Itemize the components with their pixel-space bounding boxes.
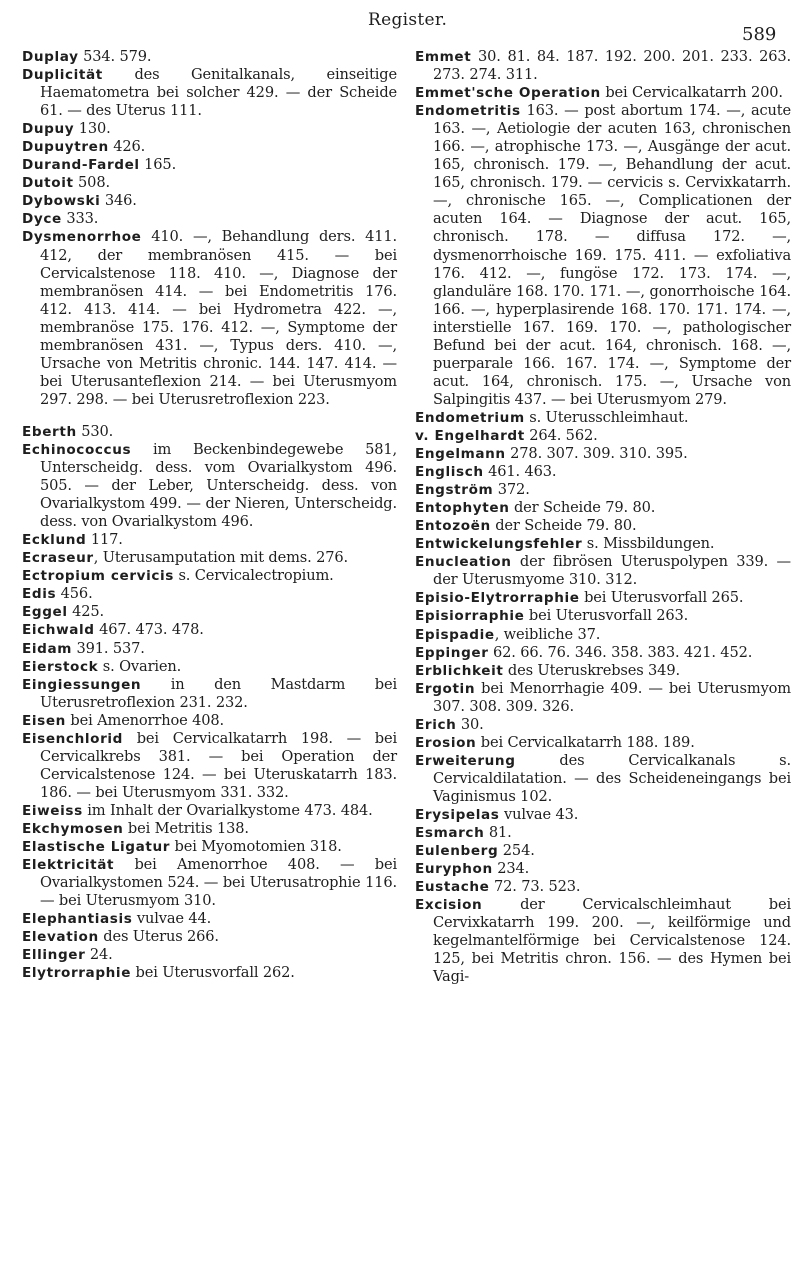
index-references: 346. <box>100 192 137 210</box>
index-entry <box>22 730 397 802</box>
index-entry <box>22 423 397 441</box>
index-references: 456. <box>56 585 93 603</box>
index-references: , Uterusamputation mit dems. 276. <box>93 549 349 567</box>
index-lemma: Ecklund <box>22 532 87 549</box>
index-references: s. Uterusschleimhaut. <box>524 408 689 426</box>
index-lemma: Entozoën <box>415 518 491 535</box>
index-lemma: Episio-Elytrorraphie <box>415 590 580 607</box>
index-references: s. Ovarien. <box>98 657 182 675</box>
index-entry <box>415 806 791 824</box>
index-lemma: Eisenchlorid <box>22 730 123 747</box>
index-references: , weibliche 37. <box>494 625 601 643</box>
index-entry <box>415 463 791 481</box>
index-lemma: Emmet <box>415 49 472 65</box>
index-entry <box>22 928 397 946</box>
index-references: 530. <box>76 422 114 440</box>
index-lemma: Euryphon <box>415 861 493 878</box>
index-entry <box>22 156 397 174</box>
index-entry <box>415 409 791 427</box>
running-title: Register. <box>368 10 448 30</box>
index-lemma: Englisch <box>415 464 484 481</box>
index-entry <box>415 680 791 716</box>
index-references: 130. <box>74 120 111 138</box>
index-entry <box>415 716 791 734</box>
index-lemma: Elephantiasis <box>22 911 133 928</box>
index-entry <box>415 48 791 84</box>
index-entry <box>415 84 791 102</box>
index-lemma: Eierstock <box>22 658 99 675</box>
index-references: der Cervicalschleimhaut bei Cervixkatarrh 199. 200. —, keilförmige und kegelmantelförmige bei Cervicalstenose 124. 125, bei Metritis chron. 156. — des Hymen bei Vagi- <box>433 896 791 986</box>
index-column-right <box>415 48 791 986</box>
index-lemma: Ecraseur <box>22 550 94 567</box>
index-lemma: Engström <box>415 482 494 499</box>
index-lemma: Episiorraphie <box>415 608 525 625</box>
index-entry <box>415 427 791 445</box>
index-lemma: Eidam <box>22 640 73 657</box>
index-entry <box>415 644 791 662</box>
index-lemma: Erich <box>415 716 457 733</box>
index-entry <box>22 712 397 730</box>
index-references: 467. 473. 478. <box>94 621 204 639</box>
index-references: im Inhalt der Ovarialkystome 473. 484. <box>82 801 373 819</box>
index-lemma: Elytrorraphie <box>22 965 132 982</box>
page-header <box>0 8 801 48</box>
index-references: in den Mastdarm bei Uterusretroflexion 231. 232. <box>40 675 397 711</box>
index-entry <box>22 567 397 585</box>
index-lemma: Durand-Fardel <box>22 157 140 174</box>
index-lemma: Ectropium cervicis <box>22 568 174 585</box>
index-entry <box>22 120 397 138</box>
index-references: 254. <box>498 842 535 860</box>
index-lemma: Endometritis <box>415 103 521 120</box>
index-entry <box>22 621 397 639</box>
index-lemma: Duplicität <box>22 67 103 84</box>
index-entry <box>22 802 397 820</box>
index-references: bei Uterusvorfall 265. <box>579 589 744 607</box>
index-lemma: Enucleation <box>415 554 512 571</box>
index-entry <box>415 878 791 896</box>
index-lemma: Ellinger <box>22 947 86 964</box>
index-entry <box>22 192 397 210</box>
index-references: 461. 463. <box>483 463 557 481</box>
index-entry <box>415 752 791 806</box>
index-references: bei Amenorrhoe 408. <box>65 711 224 729</box>
index-lemma: Dupuytren <box>22 139 109 156</box>
index-lemma: Epispadie <box>415 626 495 643</box>
index-lemma: Eulenberg <box>415 843 499 860</box>
index-entry <box>415 824 791 842</box>
index-references: 234. <box>492 860 530 878</box>
index-entry <box>415 535 791 553</box>
index-entry <box>415 626 791 644</box>
index-lemma: Emmet'sche Operation <box>415 85 601 102</box>
index-entry <box>22 174 397 192</box>
index-lemma: Dybowski <box>22 193 101 210</box>
index-entry <box>415 842 791 860</box>
index-references: 62. 66. 76. 346. 358. 383. 421. 452. <box>488 643 753 661</box>
index-references: der Scheide 79. 80. <box>509 499 656 517</box>
index-entry <box>22 640 397 658</box>
index-entry <box>415 481 791 499</box>
index-entry <box>22 549 397 567</box>
index-entry <box>415 734 791 752</box>
index-references: 24. <box>85 946 113 964</box>
index-references: 30. <box>456 715 484 733</box>
index-references: bei Cervicalkatarrh 188. 189. <box>476 733 695 751</box>
index-lemma: Eggel <box>22 604 68 621</box>
index-lemma: v. Engelhardt <box>415 427 525 444</box>
index-lemma: Edis <box>22 586 57 603</box>
index-references: 165. <box>139 156 177 174</box>
index-lemma: Ekchymosen <box>22 820 124 837</box>
index-lemma: Eiweiss <box>22 802 83 819</box>
index-references: 333. <box>61 210 99 228</box>
index-entry <box>22 48 397 66</box>
index-references: 163. — post abortum 174. —, acute 163. —, Aetiologie der acuten 163, chronischen 166. —, atrophische 173. —, Ausgänge der acut. 165, chronisch. 179. —, Behandlung der acut. 165, chronisch. 179. — cervicis s. Cervixkatarrh. —, chronische 165. —, Complicationen der acuten 164. — Diagnose der acut. 165, chronisch. 178. — diffusa 172. —, dysmenorrhoische 169. 175. 411. — exfoliativa 176. 412. —, fungöse 172. 173. 174. —, glanduläre 168. 170. 171. —, gonorrhoische 164. 166. —, hyperplasirende 168. 170. 171. 174. —, interstielle 167. 169. 170. —, pathologischer Befund bei der acut. 164, chronisch. 168. —, puerparale 166. 167. 174. —, Symptome der acut. 164, chronisch. 175. —, Ursache von Salpingitis 437. — bei Uterusmyom 279. <box>433 102 791 408</box>
index-references: 30. 81. 84. 187. 192. 200. 201. 233. 263. 273. 274. 311. <box>433 48 791 84</box>
index-references: 278. 307. 309. 310. 395. <box>505 445 688 463</box>
index-entry <box>415 589 791 607</box>
index-entry <box>22 658 397 676</box>
index-references: 264. 562. <box>524 426 598 444</box>
index-entry <box>22 441 397 531</box>
index-references: bei Uterusvorfall 262. <box>131 964 295 982</box>
index-entry <box>415 445 791 463</box>
index-references: 372. <box>493 481 530 499</box>
index-entry <box>415 517 791 535</box>
index-lemma: Entophyten <box>415 500 510 517</box>
index-lemma: Eppinger <box>415 644 489 661</box>
index-references: 508. <box>73 174 110 192</box>
index-references: bei Uterusvorfall 263. <box>524 607 689 625</box>
index-references: bei Myomotomien 318. <box>170 838 342 856</box>
index-entry <box>415 896 791 986</box>
index-entry <box>22 838 397 856</box>
index-entry <box>22 585 397 603</box>
index-lemma: Elevation <box>22 929 99 946</box>
index-lemma: Dutoit <box>22 175 74 192</box>
index-references: vulvae 43. <box>499 805 579 823</box>
index-entry <box>415 553 791 589</box>
index-references: 81. <box>484 824 512 842</box>
index-references: des Uteruskrebses 349. <box>503 661 680 679</box>
index-lemma: Erblichkeit <box>415 662 504 679</box>
index-references: bei Amenorrhoe 408. — bei Ovarialkystomen 524. — bei Uterusatrophie 116. — bei Uterusmyom 310. <box>40 856 397 910</box>
index-lemma: Dyce <box>22 211 62 228</box>
index-references: 117. <box>86 531 123 549</box>
index-references: 391. 537. <box>72 639 145 657</box>
index-lemma: Elastische Ligatur <box>22 839 171 856</box>
index-references: bei Metritis 138. <box>123 819 249 837</box>
index-lemma: Erysipelas <box>415 806 500 823</box>
index-entry <box>415 860 791 878</box>
page-number: 589 <box>742 24 777 45</box>
index-references: 425. <box>67 603 105 621</box>
index-column-left <box>22 48 397 982</box>
index-entry <box>22 676 397 712</box>
index-lemma: Dupuy <box>22 121 75 138</box>
index-entry <box>415 102 791 409</box>
index-references: im Beckenbindegewebe 581, Unterscheidg. dess. vom Ovarialkystom 496. 505. — der Leber, Unterscheidg. dess. von Ovarialkystom 499. — der Nieren, Unterscheidg. dess. von Ovarialkystom 496. <box>40 440 397 531</box>
index-references: s. Cervicalectropium. <box>173 567 334 585</box>
index-lemma: Echinococcus <box>22 441 132 458</box>
index-lemma: Engelmann <box>415 446 506 463</box>
index-references: vulvae 44. <box>132 910 212 928</box>
index-entry <box>22 531 397 549</box>
index-lemma: Endometrium <box>415 409 525 426</box>
index-references: s. Missbildungen. <box>582 535 715 553</box>
index-references: bei Menorrhagie 409. — bei Uterusmyom 307. 308. 309. 326. <box>433 679 791 715</box>
index-entry <box>22 820 397 838</box>
index-lemma: Duplay <box>22 49 79 65</box>
index-references: 426. <box>108 138 146 156</box>
index-references: des Uterus 266. <box>98 928 219 946</box>
index-lemma: Eustache <box>415 879 490 896</box>
index-lemma: Erweiterung <box>415 752 516 769</box>
index-references: 534. 579. <box>78 48 152 65</box>
index-lemma: Erosion <box>415 734 477 751</box>
index-references: des Genitalkanals, einseitige Haematometra bei solcher 429. — der Scheide 61. — des Uterus 111. <box>40 66 397 120</box>
index-entry <box>22 210 397 228</box>
index-lemma: Elektricität <box>22 857 115 874</box>
index-lemma: Eisen <box>22 712 66 729</box>
index-lemma: Eichwald <box>22 622 95 639</box>
index-entry <box>22 138 397 156</box>
index-entry <box>415 662 791 680</box>
index-entry <box>22 603 397 621</box>
index-entry <box>22 228 397 408</box>
index-entry <box>22 856 397 910</box>
index-entry <box>22 946 397 964</box>
index-lemma: Eberth <box>22 423 77 440</box>
index-lemma: Eingiessungen <box>22 676 142 693</box>
index-lemma: Entwickelungsfehler <box>415 536 583 553</box>
index-references: bei Cervicalkatarrh 200. <box>600 84 783 102</box>
index-references: 410. —, Behandlung ders. 411. 412, der membranösen 415. — bei Cervicalstenose 118. 410. —, Diagnose der membranösen 414. — bei Endometritis 176. 412. 413. 414. — bei Hydrometra 422. —, membranöse 175. 176. 412. —, Symptome der membranösen 431. —, Typus ders. 410. —, Ursache von Metritis chronic. 144. 147. 414. — bei Uterusanteflexion 214. — bei Uterusmyom 297. 298. — bei Uterusretroflexion 223. <box>40 228 397 408</box>
index-references: 72. 73. 523. <box>489 878 581 896</box>
index-references: des Cervicalkanals s. Cervicaldilatation. — des Scheideneingangs bei Vaginismus 102. <box>433 751 791 805</box>
index-references: der fibrösen Uteruspolypen 339. — der Uterusmyome 310. 312. <box>433 553 791 589</box>
index-entry <box>22 910 397 928</box>
index-entry <box>415 607 791 625</box>
index-entry <box>415 499 791 517</box>
index-lemma: Ergotin <box>415 680 476 697</box>
index-entry <box>22 66 397 120</box>
index-references: der Scheide 79. 80. <box>490 517 637 535</box>
index-lemma: Esmarch <box>415 825 485 842</box>
index-lemma: Dysmenorrhoe <box>22 229 142 246</box>
index-entry <box>22 964 397 982</box>
index-lemma: Excision <box>415 897 483 914</box>
index-references: bei Cervicalkatarrh 198. — bei Cervicalkrebs 381. — bei Operation der Cervicalstenose 124. — bei Uteruskatarrh 183. 186. — bei Uterusmyom 331. 332. <box>40 729 397 801</box>
